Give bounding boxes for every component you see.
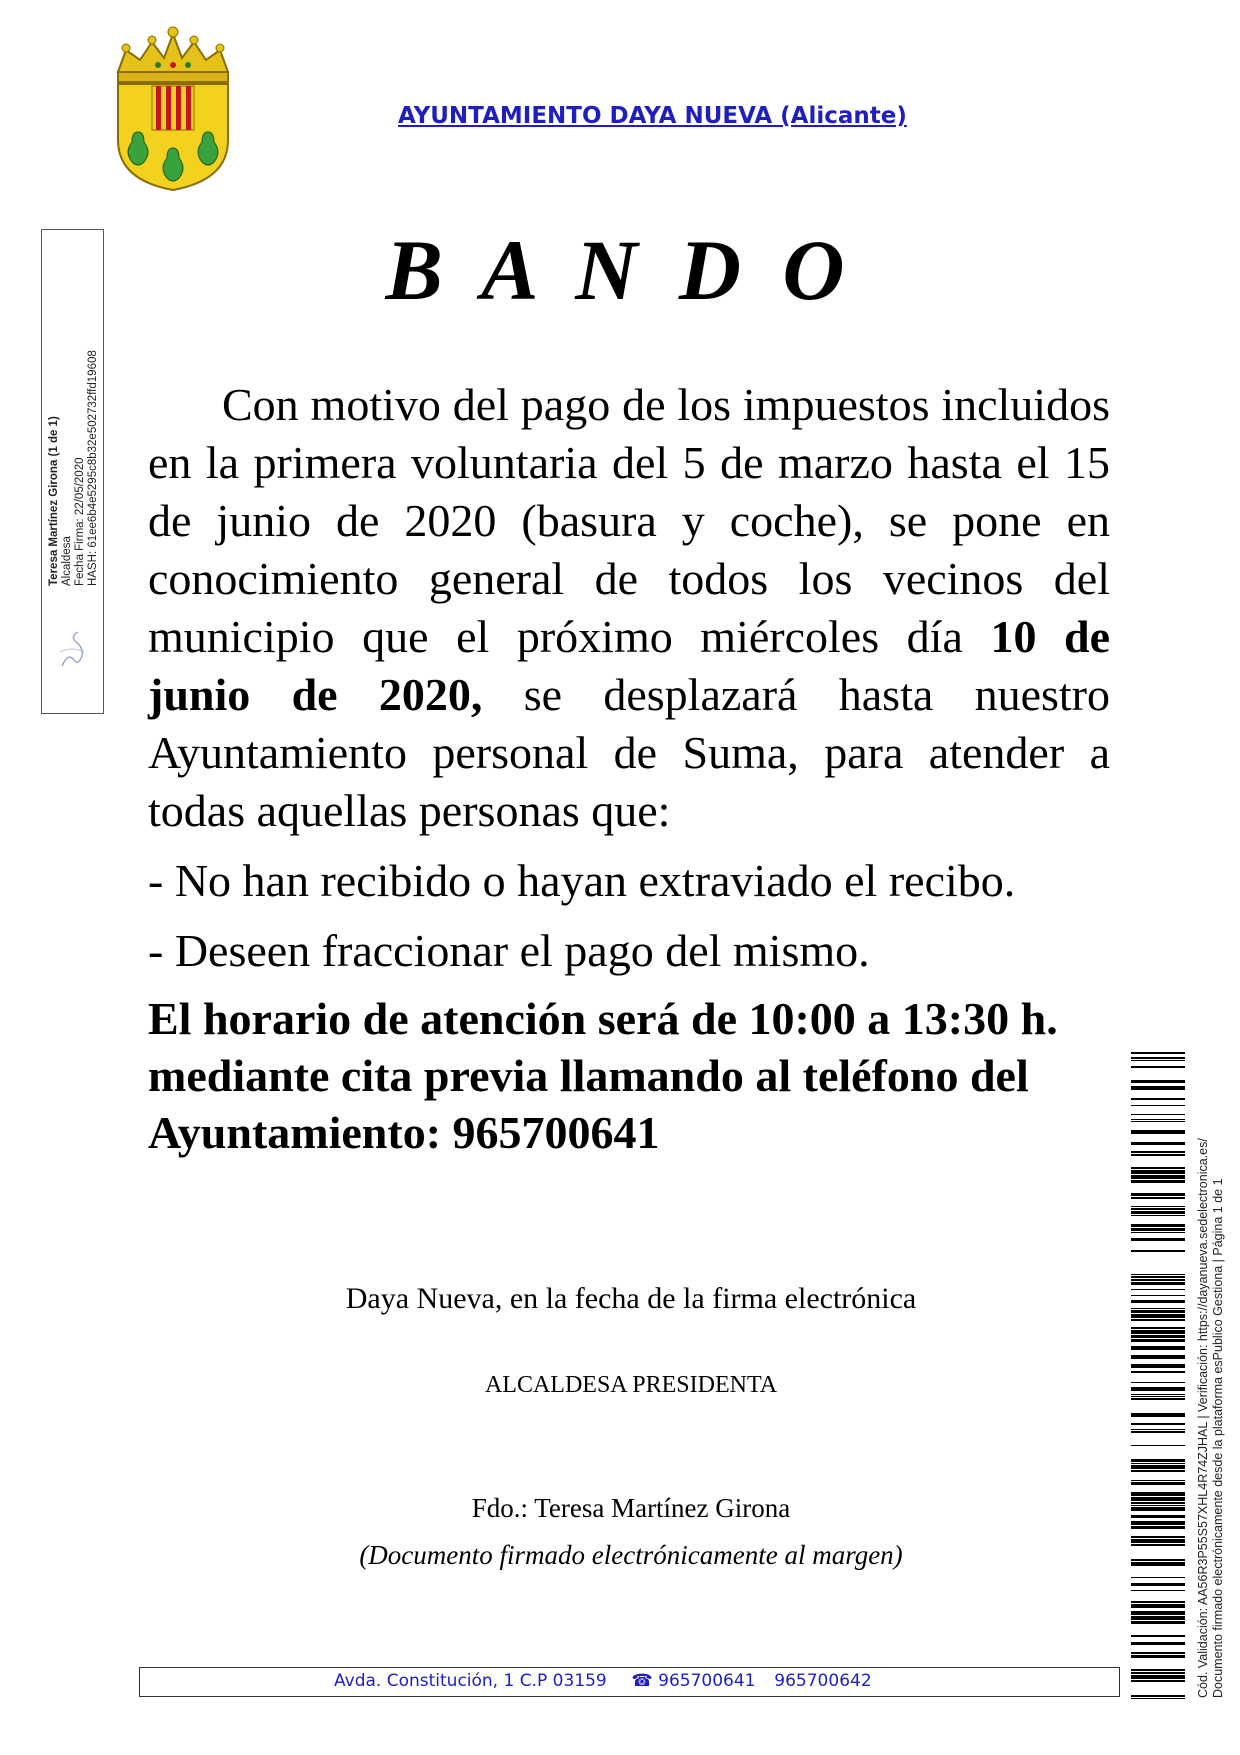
barcode-bar bbox=[1131, 1669, 1185, 1671]
signer-title: ALCALDESA PRESIDENTA bbox=[484, 1372, 778, 1398]
barcode-bar bbox=[1131, 1289, 1185, 1290]
barcode-bar bbox=[1131, 1544, 1185, 1546]
barcode-bar bbox=[1131, 1672, 1185, 1674]
barcode-bar bbox=[1131, 1327, 1185, 1329]
barcode-bar bbox=[1131, 1423, 1185, 1425]
barcode-bar bbox=[1131, 1601, 1185, 1603]
barcode-bar bbox=[1131, 1562, 1185, 1566]
barcode-bar bbox=[1131, 1228, 1185, 1231]
validation-line: Cód. Validación: AA56R3P55S57XHL4R74ZJHAL | Verificación: https://dayanueva.sedelectronica.es/ bbox=[1196, 1138, 1210, 1698]
barcode-bar bbox=[1131, 1583, 1185, 1586]
barcode-bar bbox=[1131, 1515, 1185, 1518]
barcode-bar bbox=[1131, 1559, 1185, 1561]
signature-icon bbox=[54, 622, 90, 676]
highlighted-date: 10 de junio de 2020, bbox=[148, 611, 1111, 720]
barcode-bar bbox=[1131, 1105, 1185, 1106]
paragraph-text-start: Con motivo del pago de los impuestos incluidos en la primera voluntaria del 5 de marzo hasta el 15 de junio de 2020 (basura y coche), se pone en conocimiento general de todos los vecinos del municipio que el próximo miércoles día bbox=[148, 379, 1110, 662]
barcode-bar bbox=[1131, 1066, 1185, 1068]
barcode-bar bbox=[1131, 1463, 1185, 1464]
barcode-bar bbox=[1131, 1119, 1185, 1120]
barcode-bar bbox=[1131, 1154, 1185, 1156]
barcode-bar bbox=[1131, 1193, 1185, 1196]
barcode-bar bbox=[1131, 1310, 1185, 1313]
barcode-bar bbox=[1131, 1611, 1185, 1615]
document-body bbox=[148, 376, 1110, 1161]
barcode-bar bbox=[1131, 1492, 1185, 1496]
barcode-bar bbox=[1131, 1480, 1185, 1481]
barcode-bar bbox=[1131, 1431, 1185, 1433]
barcode-bar bbox=[1131, 1635, 1185, 1637]
barcode-bar bbox=[1131, 1521, 1185, 1525]
barcode-bar bbox=[1131, 1080, 1185, 1083]
barcode-bar bbox=[1131, 1621, 1185, 1624]
barcode-bar bbox=[1131, 1086, 1185, 1090]
barcode-bar bbox=[1131, 1279, 1185, 1281]
platform-line: Documento firmado electrónicamente desde la plataforma esPublico Gestiona | Página 1 de 1 bbox=[1211, 1178, 1225, 1698]
barcode-bar bbox=[1131, 1459, 1185, 1462]
barcode-bar bbox=[1131, 1121, 1185, 1122]
barcode-bar bbox=[1131, 1655, 1185, 1658]
barcode-bar bbox=[1131, 1604, 1185, 1608]
barcode-bar bbox=[1131, 1429, 1185, 1430]
barcode-bar bbox=[1131, 1276, 1185, 1278]
barcode-bar bbox=[1131, 1274, 1185, 1275]
barcode-bar bbox=[1131, 1175, 1185, 1179]
barcode-bar bbox=[1131, 1539, 1185, 1543]
barcode-bar bbox=[1131, 1413, 1185, 1417]
barcode-bar bbox=[1131, 1355, 1185, 1359]
footer-contact-bar bbox=[139, 1667, 1120, 1697]
barcode-bar bbox=[1131, 1057, 1185, 1059]
barcode-bar bbox=[1131, 1238, 1185, 1241]
signer-line: Teresa Martínez Girona (1 de 1) bbox=[48, 416, 60, 586]
barcode-bar bbox=[1131, 1197, 1185, 1199]
barcode-bar bbox=[1131, 1616, 1185, 1620]
footer-phone: 965700641 bbox=[658, 1671, 756, 1691]
barcode-bar bbox=[1131, 1142, 1185, 1145]
barcode-bar bbox=[1131, 1398, 1185, 1400]
barcode-bar bbox=[1131, 1098, 1185, 1100]
barcode-bar bbox=[1131, 1577, 1185, 1578]
barcode-bar bbox=[1131, 1445, 1185, 1446]
barcode-bar bbox=[1131, 1394, 1185, 1395]
signature-stamp-text bbox=[48, 106, 100, 586]
barcode-bar bbox=[1131, 1382, 1185, 1383]
signature-date: Fecha Firma: 22/05/2020 bbox=[74, 457, 86, 586]
signer-role: Alcaldesa bbox=[61, 536, 73, 586]
barcode-bar bbox=[1131, 1675, 1185, 1679]
paragraph-text-end: se desplazará hasta nuestro Ayuntamiento personal de Suma, para atender a todas aquellas personas que: bbox=[148, 669, 1111, 836]
barcode-bar bbox=[1131, 1167, 1185, 1169]
barcode-bar bbox=[1131, 1680, 1185, 1682]
footer-text bbox=[334, 1671, 872, 1691]
barcode-bar bbox=[1131, 1396, 1185, 1397]
electronic-signature-note: (Documento firmado electrónicamente al margen) bbox=[359, 1540, 903, 1570]
list-item: - Deseen fraccionar el pago del mismo. bbox=[148, 925, 870, 976]
barcode-bar bbox=[1131, 1536, 1185, 1538]
validation-code-text bbox=[1196, 1098, 1236, 1698]
coat-of-arms-logo bbox=[108, 20, 238, 192]
barcode-bar bbox=[1131, 1282, 1185, 1285]
barcode-bar bbox=[1131, 1151, 1185, 1153]
barcode-bar bbox=[1131, 1695, 1185, 1697]
signature-hash: HASH: 61ee6b4e5295c8b32e502732ffd19608 bbox=[87, 350, 99, 586]
barcode-bar bbox=[1131, 1114, 1185, 1115]
barcode-bar bbox=[1131, 1590, 1185, 1591]
barcode-bar bbox=[1131, 1339, 1185, 1342]
barcode-bar bbox=[1131, 1130, 1185, 1134]
place-and-date: Daya Nueva, en la fecha de la firma electrónica bbox=[345, 1282, 917, 1315]
barcode-bar bbox=[1131, 1170, 1185, 1174]
barcode-bar bbox=[1131, 1060, 1185, 1061]
opening-hours-notice: El horario de atención será de 10:00 a 13:30 h. mediante cita previa llamando al teléfono del Ayuntamiento: 965700641 bbox=[148, 993, 1058, 1158]
barcode-bar bbox=[1131, 1224, 1185, 1227]
main-paragraph bbox=[148, 376, 1110, 840]
barcode-bar bbox=[1131, 1465, 1185, 1469]
barcode-bar bbox=[1131, 1505, 1185, 1506]
barcode-bar bbox=[1131, 1335, 1185, 1338]
barcode-bar bbox=[1131, 1180, 1185, 1183]
barcode-bar bbox=[1131, 1211, 1185, 1214]
barcode-bar bbox=[1131, 1208, 1185, 1210]
barcode-bar bbox=[1131, 1330, 1185, 1334]
list-item: - No han recibido o hayan extraviado el recibo. bbox=[148, 855, 1016, 906]
barcode-bar bbox=[1131, 1215, 1185, 1216]
barcode-bar bbox=[1131, 1308, 1185, 1309]
barcode-bar bbox=[1131, 1470, 1185, 1472]
barcode bbox=[1131, 1052, 1185, 1702]
barcode-bar bbox=[1131, 1497, 1185, 1501]
barcode-bar bbox=[1131, 1319, 1185, 1321]
barcode-bar bbox=[1131, 1295, 1185, 1296]
footer-address: Avda. Constitución, 1 C.P 03159 bbox=[334, 1671, 607, 1691]
barcode-bar bbox=[1131, 1502, 1185, 1504]
barcode-bar bbox=[1131, 1052, 1185, 1054]
barcode-bar bbox=[1131, 1250, 1185, 1252]
document-title: B A N D O bbox=[385, 222, 855, 318]
barcode-bar bbox=[1131, 1314, 1185, 1318]
barcode-bar bbox=[1131, 1482, 1185, 1485]
barcode-bar bbox=[1131, 1232, 1185, 1233]
phone-icon: ☎ bbox=[631, 1671, 653, 1691]
barcode-bar bbox=[1131, 1364, 1185, 1368]
barcode-bar bbox=[1131, 1371, 1185, 1373]
barcode-bar bbox=[1131, 1206, 1185, 1207]
signed-by: Fdo.: Teresa Martínez Girona bbox=[471, 1493, 791, 1523]
barcode-bar bbox=[1131, 1507, 1185, 1511]
barcode-bar bbox=[1131, 1300, 1185, 1303]
barcode-bar bbox=[1131, 1698, 1185, 1699]
footer-fax: 965700642 bbox=[774, 1671, 872, 1691]
barcode-bar bbox=[1131, 1642, 1185, 1645]
barcode-bar bbox=[1131, 1526, 1185, 1529]
barcode-bar bbox=[1131, 1652, 1185, 1654]
barcode-bar bbox=[1131, 1387, 1185, 1391]
barcode-bar bbox=[1131, 1346, 1185, 1350]
municipality-header: AYUNTAMIENTO DAYA NUEVA (Alicante) bbox=[398, 103, 907, 129]
